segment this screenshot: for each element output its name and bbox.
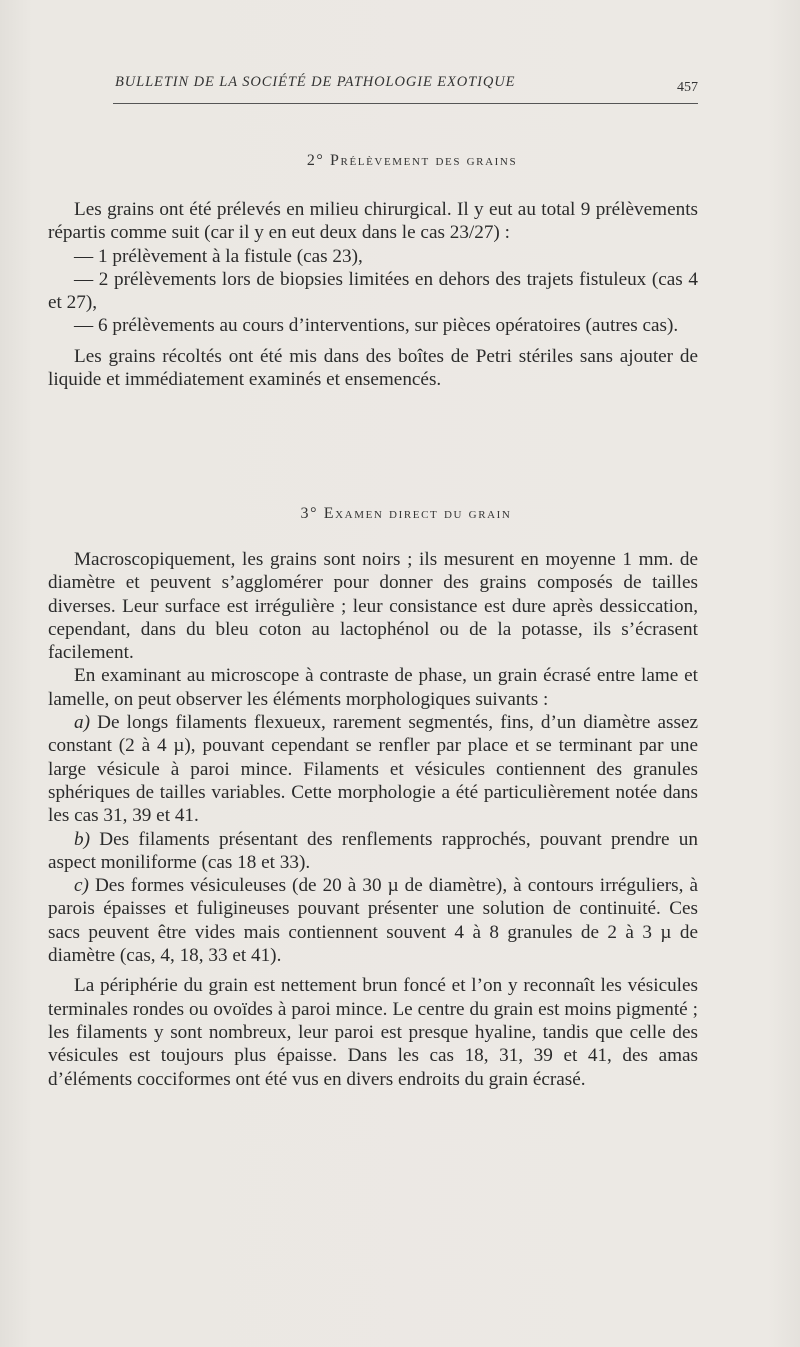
paragraph: Les grains ont été prélevés en milieu chirurgical. Il y eut au total 9 prélèvements répartis comme suit (car il y en eut deux dans le cas 23/27) :: [48, 199, 698, 244]
paragraph: La périphérie du grain est nettement brun foncé et l’on y reconnaît les vésicules terminales rondes ou ovoïdes à paroi mince. Le centre du grain est moins pigmenté ; les filaments y sont nombreux, leur paroi est presque hyaline, tandis que celle des vésicules est toujours plus épaisse. Dans les cas 18, 31, 39 et 41, des amas d’éléments cocciformes ont été vus en divers endroits du grain écrasé.: [48, 975, 698, 1090]
page-number: 457: [677, 80, 698, 95]
list-item: — 1 prélèvement à la fistule (cas 23),: [74, 245, 363, 267]
list-item-b: [48, 828, 698, 875]
item-label: c): [74, 875, 89, 897]
paragraph: Macroscopiquement, les grains sont noirs ; ils mesurent en moyenne 1 mm. de diamètre et peuvent s’agglomérer pour donner des grains composés de tailles diverses. Leur surface est irrégulière ; leur consistance est dure après dessiccation, cependant, dans du bleu coton au lactophénol ou de la potasse, ils s’écrasent facilement.: [48, 549, 698, 664]
item-text: Des formes vésiculeuses (de 20 à 30 µ de diamètre), à contours irréguliers, à parois épaisses et fuligineuses pouvant présenter une solution de continuité. Ces sacs peuvent être vides mais contiennent souvent 4 à 8 granules de 2 à 3 µ de diamètre (cas, 4, 18, 33 et 41).: [48, 875, 698, 967]
section-number: 2°: [306, 152, 325, 169]
section-heading-prelevement: [12, 152, 800, 170]
section-number: 3°: [300, 505, 319, 522]
item-text: De longs filaments flexueux, rarement segmentés, fins, d’un diamètre assez constant (2 à 4 µ), pouvant cependant se renfler par place et se terminant par une large vésicule à paroi mince. Filaments et vésicules contiennent des granules sphériques de tailles variables. Cette morphologie a été particulièrement notée dans les cas 31, 39 et 41.: [48, 712, 698, 827]
paragraph: Les grains récoltés ont été mis dans des boîtes de Petri stériles sans ajouter de liquide et immédiatement examinés et ensemencés.: [48, 345, 698, 391]
paragraph: En examinant au microscope à contraste de phase, un grain écrasé entre lame et lamelle, on peut observer les éléments morphologiques suivants :: [48, 665, 698, 710]
item-text: Des filaments présentant des renflements rapprochés, pouvant prendre un aspect moniliforme (cas 18 et 33).: [48, 828, 698, 873]
section-body-examen: [48, 548, 698, 1091]
item-label: a): [74, 712, 90, 734]
running-title: BULLETIN DE LA SOCIÉTÉ DE PATHOLOGIE EXOTIQUE: [115, 74, 516, 90]
list-item-a: [48, 711, 698, 827]
section-title: Examen direct du grain: [323, 505, 512, 522]
section-body-prelevement: [48, 198, 698, 391]
list-item: — 2 prélèvements lors de biopsies limitées en dehors des trajets fistuleux (cas 4 et 27),: [48, 268, 698, 314]
section-title: Prélèvement des grains: [330, 152, 518, 169]
list-item-c: [48, 874, 698, 967]
header-rule: [113, 103, 698, 104]
item-label: b): [74, 828, 90, 850]
section-heading-examen: [6, 505, 800, 523]
list-item: — 6 prélèvements au cours d’interventions, sur pièces opératoires (autres cas).: [74, 315, 679, 337]
